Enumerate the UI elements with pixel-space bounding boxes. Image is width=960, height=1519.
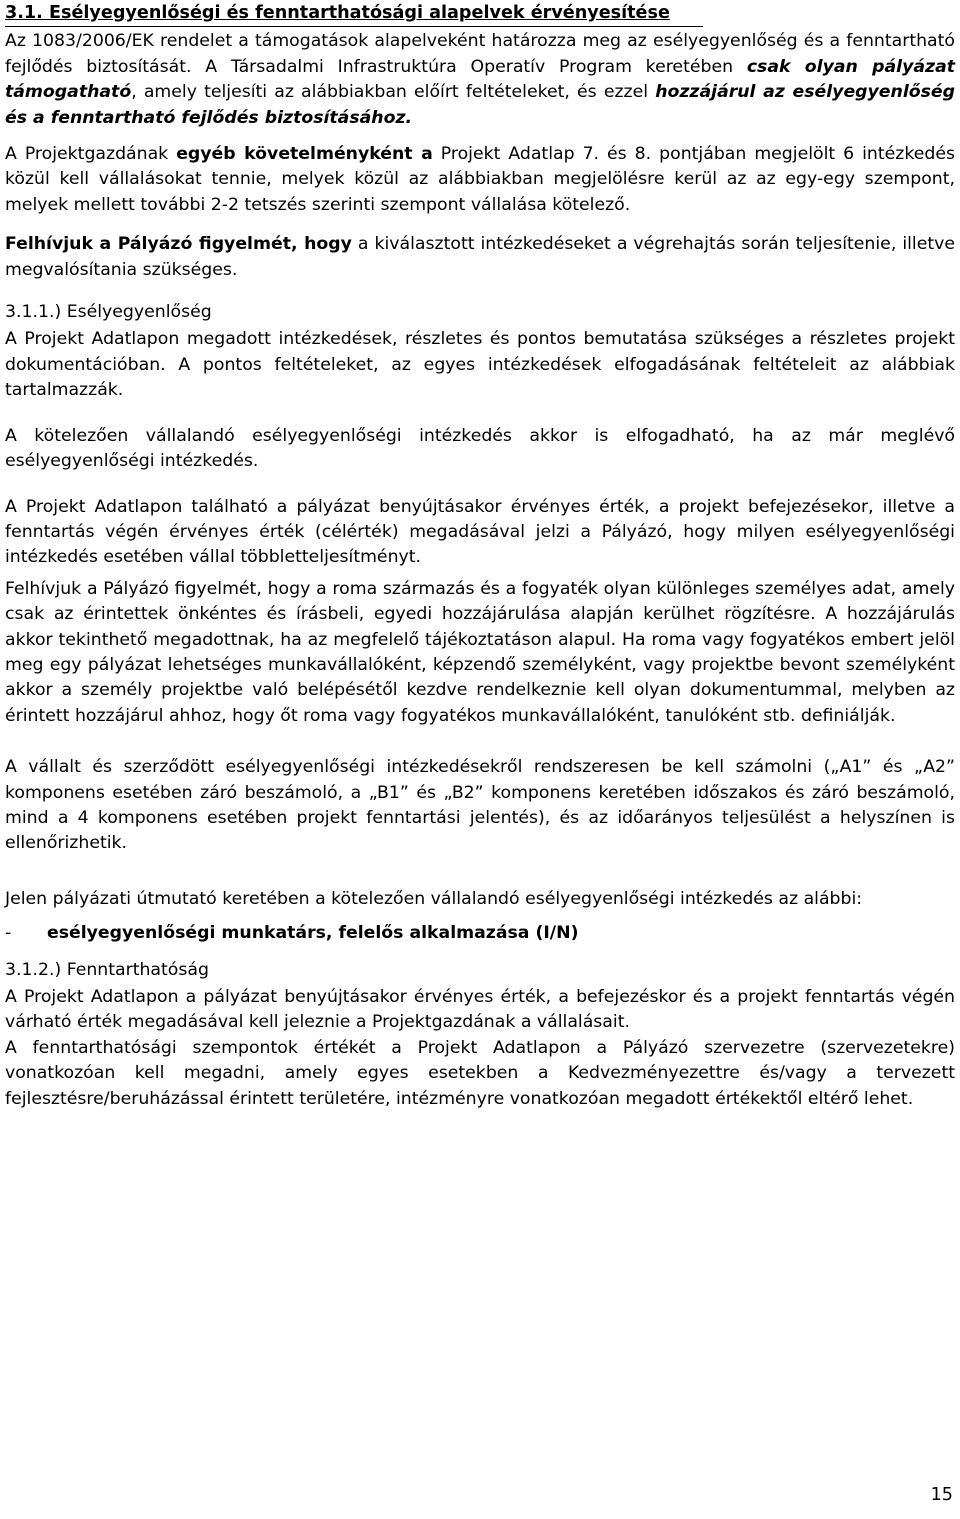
sustainability-values-paragraph: A Projekt Adatlapon a pályázat benyújtásakor érvényes érték, a befejezéskor és a projekt fenntartás végén várható érték megadásával kell jeleznie a Projektgazdának a vállalásait. <box>5 987 955 1033</box>
target-value-paragraph: A Projekt Adatlapon található a pályázat benyújtásakor érvényes érték, a projekt befejezésekor, illetve a fenntartás végén érvényes érték (célérték) megadásával jelzi a Pályázó, hogy milyen esélyegyenlőségi intézkedés esetében vállal többletteljesítményt. <box>5 496 955 568</box>
subsection-title-sustainability: 3.1.2.) Fenntarthatóság <box>5 959 209 980</box>
mandatory-measure-paragraph: A kötelezően vállalandó esélyegyenlőségi intézkedés akkor is elfogadható, ha az már meglévő esélyegyenlőségi intézkedés. <box>5 425 955 472</box>
subsection-title-equal-opportunity: 3.1.1.) Esélyegyenlőség <box>5 302 212 323</box>
sensitive-data-paragraph: Felhívjuk a Pályázó figyelmét, hogy a roma származás és a fogyaték olyan különleges személyes adat, amely csak az érintettek önkéntes és írásbeli, egyedi hozzájárulása alapján kerülhet rögzítésre. A hozzájárulás akkor tekinthető megadottnak, ha az megfelelő tájékoztatáson alapul. Ha roma vagy fogyatékos embert jelöl meg egy pályázat lehetséges munkavállalóként, képzendő személyként, vagy projektbe bevont személyként akkor a személy projektbe való belépésétől kezdve rendelkeznie kell olyan dokumentummal, melyben az érintett hozzájárul ahhoz, hogy őt roma vagy fogyatékos munkavállalóként, tanulóként stb. definiálják. <box>5 578 955 726</box>
intro-paragraph: Az 1083/2006/EK rendelet a támogatások alapelveként határozza meg az esélyegyenlőség és a fenntartható fejlődés biztosítását. A Társadalmi Infrastruktúra Operatív Program keretében csak olyan pályázat támogatható, amely teljesíti az alábbiakban előírt feltételeket, és ezzel hozzájárul az esélyegyenlőség és a fenntartható fejlődés biztosításához. <box>5 31 955 128</box>
list-item-text: esélyegyenlőségi munkatárs, felelős alkalmazása (I/N) <box>47 923 579 944</box>
notice-paragraph: Felhívjuk a Pályázó figyelmét, hogy a kiválasztott intézkedéseket a végrehajtás során teljesítenie, illetve megvalósítania szükséges. <box>5 234 955 280</box>
list-dash: - <box>5 923 12 944</box>
page-number: 15 <box>930 1485 953 1505</box>
reporting-paragraph: A vállalt és szerződött esélyegyenlőségi intézkedésekről rendszeresen be kell számolni („A1” és „A2” komponens esetében záró beszámoló, a „B1” és „B2” komponens keretében időszakos és záró beszámoló, mind a 4 komponens esetében projekt fenntartási jelentés), és az időarányos teljesülést a helyszínen is ellenőrizhetik. <box>5 757 955 854</box>
document-page <box>5 0 955 1112</box>
measures-paragraph: A Projekt Adatlapon megadott intézkedések, részletes és pontos bemutatása szükséges a részletes projekt dokumentációban. A pontos feltételeket, az egyes intézkedések elfogadásának feltételeit az alábbiak tartalmazzák. <box>5 329 955 401</box>
sustainability-criteria-paragraph: A fenntarthatósági szempontok értékét a Projekt Adatlapon a Pályázó szervezetre (szervezetekre) vonatkozóan kell megadni, amely egyes esetekben a Kedvezményezettre és/vagy a tervezett fejlesztésre/beruházással érintett területére, intézményre vonatkozóan megadott értékektől eltérő lehet. <box>5 1037 955 1109</box>
mandatory-list-intro: Jelen pályázati útmutató keretében a kötelezően vállalandó esélyegyenlőségi intézkedés az alábbi: <box>5 888 863 909</box>
mandatory-list-item <box>5 921 955 946</box>
requirements-paragraph: A Projektgazdának egyéb követelményként a Projekt Adatlap 7. és 8. pontjában megjelölt 6 intézkedés közül kell vállalásokat tennie, melyek közül az alábbiakban megjelölésre kerül az az egy-egy szempont, melyek mellett további 2-2 tetszés szerinti szempont vállalása kötelező. <box>5 144 955 215</box>
section-heading: 3.1. Esélyegyenlőségi és fenntarthatósági alapelvek érvényesítése <box>5 0 703 27</box>
